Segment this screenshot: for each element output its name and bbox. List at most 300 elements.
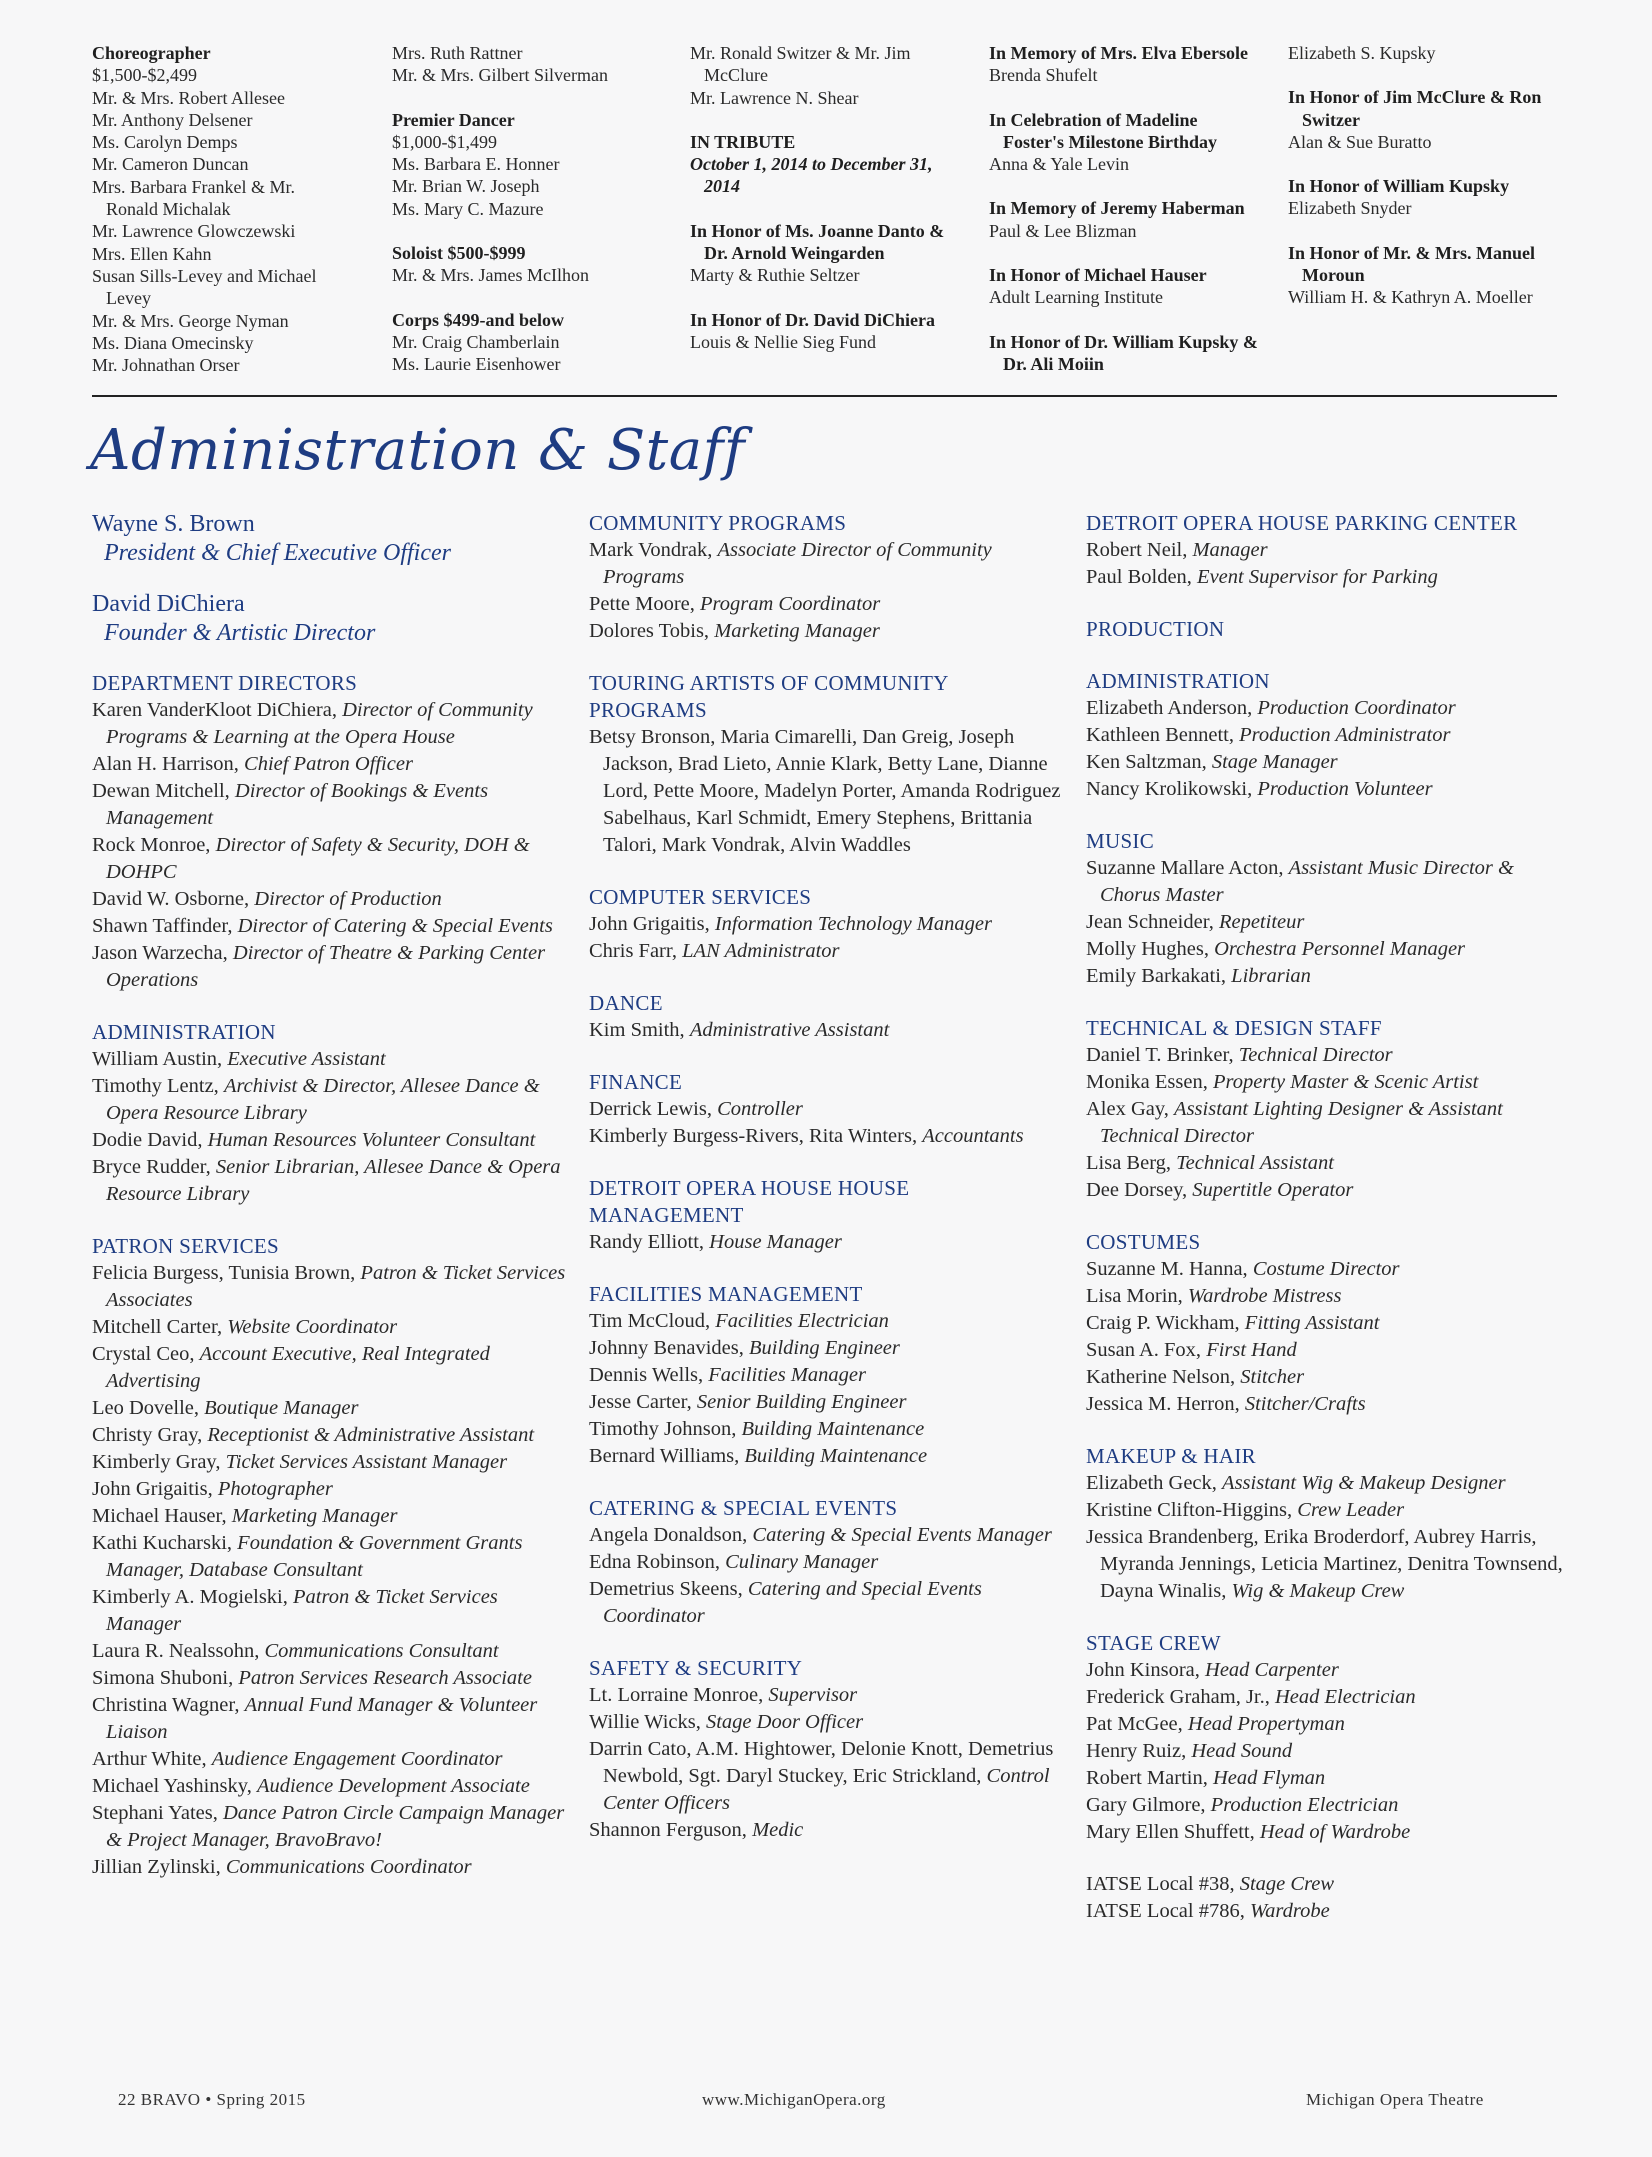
staff-entry	[92, 886, 572, 913]
staff-name: Darrin Cato, A.M. Hightower, Delonie Knott, Demetrius Newbold, Sgt. Daryl Stuckey, Eric Strickland,	[589, 1738, 1054, 1787]
staff-name: Timothy Johnson,	[589, 1418, 742, 1440]
staff-section	[92, 670, 572, 994]
staff-section	[1086, 1871, 1566, 1925]
staff-name: Lt. Lorraine Monroe,	[589, 1684, 769, 1706]
staff-entry	[589, 1817, 1069, 1844]
staff-name: Bernard Williams,	[589, 1445, 745, 1467]
donor-name: Mr. Cameron Duncan	[92, 154, 249, 175]
staff-name: Mark Vondrak,	[589, 539, 718, 561]
staff-section-heading: MAKEUP & HAIR	[1086, 1444, 1256, 1468]
staff-name: Crystal Ceo,	[92, 1343, 200, 1365]
staff-role: Account Executive, Real Integrated Advertising	[106, 1343, 490, 1392]
staff-section	[589, 1069, 1069, 1150]
staff-role: Assistant Lighting Designer & Assistant Technical Director	[1100, 1098, 1503, 1147]
staff-entry	[92, 1046, 572, 1073]
staff-role: Head Propertyman	[1187, 1713, 1345, 1735]
staff-role: Head Carpenter	[1205, 1659, 1339, 1681]
staff-name: Alex Gay,	[1086, 1098, 1175, 1120]
staff-name: Jessica Brandenberg, Erika Broderdorf, Aubrey Harris, Myranda Jennings, Leticia Martinez, Denitra Townsend, Dayna Winalis,	[1086, 1526, 1563, 1602]
staff-entry	[1086, 1819, 1566, 1846]
staff-name: John Grigaitis,	[589, 913, 715, 935]
staff-role: Audience Development Associate	[256, 1775, 530, 1797]
donor-name: Alan & Sue Buratto	[1288, 131, 1432, 152]
staff-role: Stage Crew	[1239, 1873, 1335, 1895]
leader-title: Founder & Artistic Director	[104, 620, 376, 646]
staff-entry	[1086, 1792, 1566, 1819]
donor-group	[392, 42, 642, 87]
staff-entry	[1086, 1738, 1566, 1765]
donor-name: Mrs. Barbara Frankel & Mr. Ronald Michalak	[92, 176, 295, 220]
staff-section-heading: STAGE CREW	[1086, 1631, 1221, 1655]
staff-role: Patron & Ticket Services Associates	[106, 1262, 566, 1311]
staff-role: Crew Leader	[1297, 1499, 1405, 1521]
staff-role: Head of Wardrobe	[1259, 1821, 1411, 1843]
staff-role: Head Flyman	[1212, 1767, 1326, 1789]
staff-role: Production Coordinator	[1257, 697, 1456, 719]
staff-entry	[92, 1395, 572, 1422]
staff-role: LAN Administrator	[682, 940, 840, 962]
donor-name: Mr. Lawrence N. Shear	[690, 87, 859, 108]
staff-name: Karen VanderKloot DiChiera,	[92, 699, 343, 721]
staff-role: Controller	[717, 1098, 803, 1120]
staff-role: Head Sound	[1191, 1740, 1293, 1762]
staff-role: Supervisor	[768, 1684, 858, 1706]
leader-block	[92, 590, 572, 648]
staff-role: Assistant Music Director & Chorus Master	[1100, 857, 1514, 906]
staff-name: Willie Wicks,	[589, 1711, 706, 1733]
donor-group	[989, 264, 1259, 309]
staff-name: Betsy Bronson, Maria Cimarelli, Dan Greig, Joseph Jackson, Brad Lieto, Annie Klark, Betty Lane, Dianne Lord, Pette Moore, Madelyn Porter, Amanda Rodriguez Sabelhaus, Karl Schmidt, Emery Stephens, Brittania Talori, Mark Vondrak, Alvin Waddles	[589, 726, 1061, 856]
staff-section-heading: ADMINISTRATION	[92, 1020, 276, 1044]
staff-role: Director of Theatre & Parking Center Operations	[106, 942, 546, 991]
staff-entry	[1086, 537, 1566, 564]
donor-name: Louis & Nellie Sieg Fund	[690, 331, 876, 352]
staff-name: Christina Wagner,	[92, 1694, 245, 1716]
staff-role: Director of Community Programs & Learning at the Opera House	[106, 699, 533, 748]
donor-name: Adult Learning Institute	[989, 287, 1163, 308]
staff-section	[589, 990, 1069, 1044]
donor-name: Ms. Mary C. Mazure	[392, 198, 544, 219]
staff-section	[589, 1495, 1069, 1630]
staff-name: Elizabeth Geck,	[1086, 1472, 1223, 1494]
staff-entry	[589, 911, 1069, 938]
donor-group	[392, 242, 642, 287]
donor-group-subheading: October 1, 2014 to December 31, 2014	[690, 154, 933, 197]
staff-entry	[1086, 695, 1566, 722]
staff-role: Associate Director of Community Programs	[603, 539, 992, 588]
staff-role: Human Resources Volunteer Consultant	[207, 1129, 536, 1151]
donor-group-heading: In Honor of Ms. Joanne Danto & Dr. Arnold Weingarden	[690, 220, 945, 264]
staff-entry	[1086, 1524, 1566, 1605]
staff-entry	[1086, 1256, 1566, 1283]
staff-section-heading: PRODUCTION	[1086, 617, 1225, 641]
leader-name: David DiChiera	[92, 591, 245, 617]
staff-entry	[1086, 564, 1566, 591]
staff-name: Dee Dorsey,	[1086, 1179, 1193, 1201]
staff-role: Librarian	[1231, 965, 1311, 987]
staff-role: Receptionist & Administrative Assistant	[207, 1424, 535, 1446]
staff-name: Stephani Yates,	[92, 1802, 223, 1824]
staff-name: Alan H. Harrison,	[92, 753, 245, 775]
staff-role: Website Coordinator	[227, 1316, 398, 1338]
staff-role: Costume Director	[1252, 1258, 1400, 1280]
staff-section	[589, 1655, 1069, 1844]
staff-role: Stage Door Officer	[705, 1711, 864, 1733]
staff-name: Monika Essen,	[1086, 1071, 1213, 1093]
staff-name: John Kinsora,	[1086, 1659, 1206, 1681]
staff-entry	[92, 1422, 572, 1449]
staff-role: Stitcher/Crafts	[1244, 1393, 1366, 1415]
staff-name: Kimberly Burgess-Rivers, Rita Winters,	[589, 1125, 923, 1147]
staff-name: Dennis Wells,	[589, 1364, 709, 1386]
staff-name: Elizabeth Anderson,	[1086, 697, 1258, 719]
staff-role: Wardrobe Mistress	[1187, 1285, 1342, 1307]
staff-role: Facilities Electrician	[715, 1310, 889, 1332]
donor-group	[690, 309, 960, 354]
donor-group	[989, 197, 1259, 242]
staff-role: Facilities Manager	[708, 1364, 866, 1386]
donor-group	[1288, 42, 1563, 64]
staff-role: Annual Fund Manager & Volunteer Liaison	[106, 1694, 538, 1743]
staff-section-heading: FINANCE	[589, 1070, 683, 1094]
staff-role: Director of Safety & Security, DOH & DOHPC	[106, 834, 530, 883]
staff-section-heading: FACILITIES MANAGEMENT	[589, 1282, 863, 1306]
staff-section	[1086, 510, 1566, 591]
staff-entry	[92, 1584, 572, 1638]
staff-entry	[589, 1522, 1069, 1549]
staff-name: Susan A. Fox,	[1086, 1339, 1207, 1361]
staff-section-heading: PATRON SERVICES	[92, 1234, 280, 1258]
staff-role: Wig & Makeup Crew	[1231, 1580, 1405, 1602]
staff-role: Event Supervisor for Parking	[1197, 566, 1438, 588]
donor-group	[1288, 175, 1563, 220]
staff-name: Dodie David,	[92, 1129, 208, 1151]
staff-section	[589, 670, 1069, 859]
staff-role: Culinary Manager	[725, 1551, 879, 1573]
staff-name: Dolores Tobis,	[589, 620, 715, 642]
donor-group-heading: In Honor of Dr. David DiChiera	[690, 309, 936, 330]
staff-entry	[1086, 855, 1566, 909]
donor-group	[989, 109, 1259, 176]
donor-group-heading: Soloist $500-$999	[392, 243, 526, 264]
donor-group	[92, 42, 342, 376]
staff-name: Timothy Lentz,	[92, 1075, 224, 1097]
staff-name: Craig P. Wickham,	[1086, 1312, 1245, 1334]
footer-website: www.MichiganOpera.org	[702, 2090, 886, 2109]
staff-entry	[92, 1260, 572, 1314]
donor-name: Mr. Johnathan Orser	[92, 355, 240, 376]
staff-role: Catering & Special Events Manager	[752, 1524, 1052, 1546]
staff-role: Production Volunteer	[1257, 778, 1433, 800]
leader-name: Wayne S. Brown	[92, 511, 255, 537]
staff-section-heading: DANCE	[589, 991, 663, 1015]
staff-section	[92, 1233, 572, 1881]
staff-role: Chief Patron Officer	[244, 753, 413, 775]
staff-name: Shannon Ferguson,	[589, 1819, 753, 1841]
staff-role: Stitcher	[1240, 1366, 1305, 1388]
staff-role: Patron Services Research Associate	[238, 1667, 532, 1689]
staff-name: Pette Moore,	[589, 593, 701, 615]
staff-entry	[92, 1746, 572, 1773]
staff-section	[1086, 828, 1566, 990]
staff-role: Communications Consultant	[264, 1640, 499, 1662]
donor-group-heading: In Memory of Mrs. Elva Ebersole	[989, 43, 1248, 63]
staff-role: Senior Librarian, Allesee Dance & Opera Resource Library	[106, 1156, 561, 1205]
staff-section	[589, 1281, 1069, 1470]
staff-role: Accountants	[922, 1125, 1024, 1147]
staff-role: Stage Manager	[1211, 751, 1338, 773]
staff-entry	[589, 1362, 1069, 1389]
donor-name: Mr. Brian W. Joseph	[392, 176, 540, 197]
donor-name: Brenda Shufelt	[989, 65, 1098, 86]
staff-entry	[1086, 1150, 1566, 1177]
staff-name: Angela Donaldson,	[589, 1524, 753, 1546]
donor-name: Susan Sills-Levey and Michael Levey	[92, 265, 317, 309]
staff-name: Edna Robinson,	[589, 1551, 726, 1573]
staff-entry	[1086, 1364, 1566, 1391]
staff-role: House Manager	[709, 1231, 842, 1253]
staff-role: Production Electrician	[1210, 1794, 1399, 1816]
staff-name: Kathleen Bennett,	[1086, 724, 1240, 746]
staff-name: Leo Dovelle,	[92, 1397, 205, 1419]
staff-name: Kim Smith,	[589, 1019, 690, 1041]
staff-name: Suzanne Mallare Acton,	[1086, 857, 1289, 879]
staff-role: Technical Director	[1238, 1044, 1393, 1066]
donor-group	[392, 109, 642, 220]
staff-entry	[92, 940, 572, 994]
staff-name: Nancy Krolikowski,	[1086, 778, 1258, 800]
staff-entry	[92, 1449, 572, 1476]
staff-name: Felicia Burgess, Tunisia Brown,	[92, 1262, 361, 1284]
staff-entry	[92, 1773, 572, 1800]
donor-listing	[92, 42, 1562, 382]
staff-name: Derrick Lewis,	[589, 1098, 718, 1120]
staff-role: Director of Bookings & Events Management	[106, 780, 489, 829]
staff-name: Mary Ellen Shuffett,	[1086, 1821, 1260, 1843]
donor-name: $1,500-$2,499	[92, 65, 197, 86]
staff-section-heading: COSTUMES	[1086, 1230, 1201, 1254]
staff-section-heading: DETROIT OPERA HOUSE PARKING CENTER	[1086, 511, 1518, 535]
staff-entry	[1086, 1096, 1566, 1150]
staff-entry	[589, 1229, 1069, 1256]
staff-role: Audience Engagement Coordinator	[211, 1748, 503, 1770]
staff-role: Fitting Assistant	[1244, 1312, 1380, 1334]
staff-name: Daniel T. Brinker,	[1086, 1044, 1239, 1066]
staff-name: Simona Shuboni,	[92, 1667, 239, 1689]
staff-name: Katherine Nelson,	[1086, 1366, 1241, 1388]
staff-role: Communications Coordinator	[225, 1856, 472, 1878]
staff-role: Building Maintenance	[741, 1418, 925, 1440]
staff-role: Medic	[752, 1819, 804, 1841]
staff-role: Director of Catering & Special Events	[237, 915, 553, 937]
staff-entry	[589, 1709, 1069, 1736]
staff-entry	[92, 1665, 572, 1692]
staff-entry	[589, 1123, 1069, 1150]
staff-name: David W. Osborne,	[92, 888, 255, 910]
staff-role: Boutique Manager	[204, 1397, 359, 1419]
donor-name: Mr. & Mrs. James McIlhon	[392, 265, 589, 286]
staff-entry	[92, 1073, 572, 1127]
donor-name: Anna & Yale Levin	[989, 154, 1129, 175]
staff-name: Kristine Clifton-Higgins,	[1086, 1499, 1298, 1521]
staff-name: Jillian Zylinski,	[92, 1856, 226, 1878]
staff-role: Building Engineer	[749, 1337, 900, 1359]
staff-section	[92, 1019, 572, 1208]
staff-role: Supertitle Operator	[1192, 1179, 1354, 1201]
staff-name: Demetrius Skeens,	[589, 1578, 748, 1600]
staff-entry	[1086, 1337, 1566, 1364]
donor-group	[690, 131, 960, 198]
staff-entry	[1086, 722, 1566, 749]
staff-entry	[92, 1854, 572, 1881]
staff-role: Information Technology Manager	[714, 913, 992, 935]
staff-role: Marketing Manager	[231, 1505, 398, 1527]
staff-name: Gary Gilmore,	[1086, 1794, 1211, 1816]
donor-name: Elizabeth Snyder	[1288, 198, 1412, 219]
staff-role: Property Master & Scenic Artist	[1212, 1071, 1479, 1093]
staff-entry	[589, 938, 1069, 965]
donor-column-1	[92, 42, 342, 376]
staff-column-2	[589, 510, 1069, 1869]
staff-entry	[589, 1389, 1069, 1416]
staff-role: First Hand	[1206, 1339, 1297, 1361]
donor-name: Mrs. Ellen Kahn	[92, 243, 212, 264]
staff-entry	[1086, 909, 1566, 936]
staff-role: Technical Assistant	[1176, 1152, 1334, 1174]
staff-entry	[1086, 1711, 1566, 1738]
staff-role: Dance Patron Circle Campaign Manager & Project Manager, BravoBravo!	[106, 1802, 565, 1851]
donor-group	[989, 331, 1259, 376]
leader-title: President & Chief Executive Officer	[104, 540, 451, 566]
staff-name: Kimberly Gray,	[92, 1451, 226, 1473]
staff-name: Michael Yashinsky,	[92, 1775, 257, 1797]
staff-role: Administrative Assistant	[689, 1019, 890, 1041]
staff-entry	[1086, 1283, 1566, 1310]
staff-entry	[1086, 1657, 1566, 1684]
donor-group-heading: Premier Dancer	[392, 109, 515, 130]
staff-name: Molly Hughes,	[1086, 938, 1215, 960]
staff-role: Program Coordinator	[700, 593, 881, 615]
donor-name: Mr. & Mrs. Robert Allesee	[92, 87, 285, 108]
staff-entry	[589, 1335, 1069, 1362]
staff-name: Paul Bolden,	[1086, 566, 1198, 588]
staff-entry	[92, 751, 572, 778]
staff-name: John Grigaitis,	[92, 1478, 218, 1500]
donor-column-5	[1288, 42, 1563, 309]
staff-section-heading: MUSIC	[1086, 829, 1155, 853]
staff-entry	[92, 1127, 572, 1154]
donor-group	[989, 42, 1259, 87]
staff-section-heading: ADMINISTRATION	[1086, 669, 1270, 693]
staff-role: Assistant Wig & Makeup Designer	[1222, 1472, 1506, 1494]
staff-section-heading: TOURING ARTISTS OF COMMUNITY PROGRAMS	[589, 671, 948, 722]
staff-entry	[1086, 1069, 1566, 1096]
staff-role: Patron & Ticket Services Manager	[106, 1586, 498, 1635]
staff-name: Frederick Graham, Jr.,	[1086, 1686, 1275, 1708]
staff-section	[589, 884, 1069, 965]
staff-name: Johnny Benavides,	[589, 1337, 749, 1359]
staff-name: Tim McCloud,	[589, 1310, 716, 1332]
staff-entry	[92, 1530, 572, 1584]
staff-column-3	[1086, 510, 1566, 1950]
staff-name: Suzanne M. Hanna,	[1086, 1258, 1253, 1280]
donor-group	[1288, 86, 1563, 153]
staff-name: Arthur White,	[92, 1748, 212, 1770]
staff-entry	[589, 1576, 1069, 1630]
donor-group-heading: Corps $499-and below	[392, 309, 565, 330]
donor-name: Mr. Lawrence Glowczewski	[92, 221, 296, 242]
staff-entry	[1086, 1684, 1566, 1711]
donor-group-heading: Choreographer	[92, 43, 211, 63]
staff-section	[589, 510, 1069, 645]
staff-section	[1086, 1015, 1566, 1204]
donor-name: Mr. & Mrs. Gilbert Silverman	[392, 65, 608, 86]
section-divider	[92, 395, 1557, 397]
staff-entry	[589, 618, 1069, 645]
staff-entry	[589, 537, 1069, 591]
staff-name: Jesse Carter,	[589, 1391, 697, 1413]
footer-publisher: Michigan Opera Theatre	[1306, 2090, 1484, 2109]
donor-group-heading: In Honor of Jim McClure & Ron Switzer	[1288, 87, 1542, 130]
staff-entry	[92, 1341, 572, 1395]
donor-name: Marty & Ruthie Seltzer	[690, 265, 860, 286]
staff-entry	[589, 1308, 1069, 1335]
staff-role: Wardrobe	[1249, 1900, 1330, 1922]
staff-name: Henry Ruiz,	[1086, 1740, 1192, 1762]
staff-section-heading: COMPUTER SERVICES	[589, 885, 812, 909]
staff-section-heading: SAFETY & SECURITY	[589, 1656, 803, 1680]
leader-block	[92, 510, 572, 568]
staff-entry	[589, 724, 1069, 859]
staff-entry	[1086, 1871, 1566, 1898]
staff-entry	[589, 1416, 1069, 1443]
donor-name: Elizabeth S. Kupsky	[1288, 43, 1436, 63]
donor-name: Ms. Carolyn Demps	[92, 132, 238, 153]
donor-name: Mr. Craig Chamberlain	[392, 331, 560, 352]
staff-entry	[1086, 1470, 1566, 1497]
donor-column-2	[392, 42, 642, 376]
staff-role: Control Center Officers	[603, 1765, 1050, 1814]
donor-group-heading: In Honor of Michael Hauser	[989, 265, 1207, 286]
staff-section-heading: CATERING & SPECIAL EVENTS	[589, 1496, 898, 1520]
donor-group	[690, 220, 960, 287]
staff-name: Emily Barkakati,	[1086, 965, 1232, 987]
staff-role: Ticket Services Assistant Manager	[225, 1451, 508, 1473]
staff-name: Randy Elliott,	[589, 1231, 710, 1253]
staff-role: Foundation & Government Grants Manager, Database Consultant	[106, 1532, 523, 1581]
staff-entry	[92, 1800, 572, 1854]
donor-group	[690, 42, 960, 109]
staff-name: Laura R. Nealssohn,	[92, 1640, 265, 1662]
donor-group-heading: In Honor of Dr. William Kupsky & Dr. Ali Moiin	[989, 331, 1258, 374]
staff-name: Chris Farr,	[589, 940, 683, 962]
staff-column-1	[92, 510, 572, 1906]
staff-role: Head Electrician	[1275, 1686, 1416, 1708]
staff-section-heading: COMMUNITY PROGRAMS	[589, 511, 847, 535]
donor-column-3	[690, 42, 960, 353]
donor-group-heading: In Honor of William Kupsky	[1288, 176, 1510, 197]
staff-name: Kimberly A. Mogielski,	[92, 1586, 294, 1608]
staff-entry	[589, 1096, 1069, 1123]
staff-section	[1086, 1443, 1566, 1605]
staff-role: Executive Assistant	[227, 1048, 386, 1070]
staff-name: Robert Neil,	[1086, 539, 1193, 561]
staff-entry	[92, 778, 572, 832]
staff-entry	[92, 697, 572, 751]
staff-name: Jean Schneider,	[1086, 911, 1219, 933]
staff-entry	[589, 1443, 1069, 1470]
staff-entry	[1086, 776, 1566, 803]
